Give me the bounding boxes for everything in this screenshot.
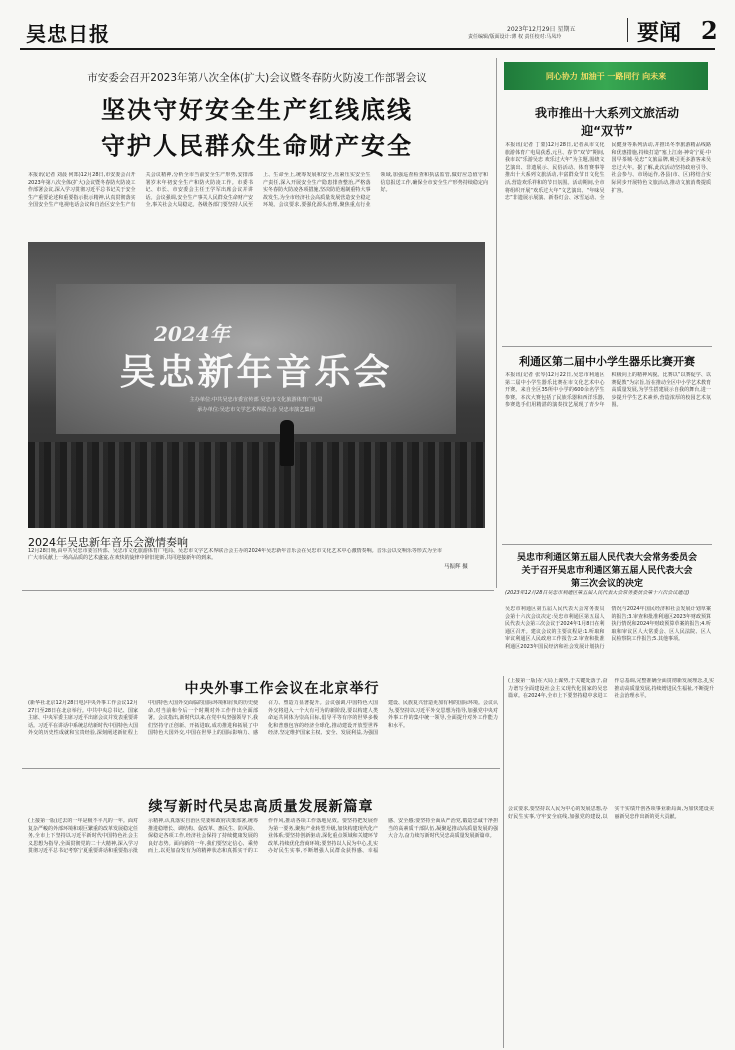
banner-text: 同心协力 加油干 一路同行 向未来 xyxy=(545,72,667,81)
screen-year: 2024年 xyxy=(154,322,230,346)
right-top-title-2: 迎“双节” xyxy=(581,124,633,138)
right-mid-title: 利通区第二届中小学生器乐比赛开赛 xyxy=(519,355,695,368)
newspaper-logo: 吴忠日报 xyxy=(26,22,110,46)
masthead xyxy=(0,0,735,48)
right-top-body: 本报讯(记者 丁蒙)12月28日,记者从市文化旅游体育广电局获悉,元旦、春节“双节”期间,我市以“乐游吴忠 欢乐过大年”为主题,围绕文艺演出、非遗展示、民俗活动、体育赛事等推出十大系列文旅活动,丰富群众节日文化生活,营造欢乐祥和的节日氛围。活动期间,全市将组织开展“欢乐过大年”文艺演出、“年味吴忠”非遗展示展演、新春灯会、冰雪运动、全民健身等系列活动,并推出冬季旅游精品线路和优惠措施,持续打造“塞上江南·神奇宁夏·中国早茶城·吴忠”文旅品牌,吸引更多游客来吴忠过大年。据了解,此次活动坚持政府引导、社会参与、市场运作,各县(市、区)将结合实际同步开展特色文旅活动,推动文旅消费提质扩容。 xyxy=(505,142,711,202)
concert-photo xyxy=(28,242,485,528)
lead-headline-1: 坚决守好安全生产红线底线 xyxy=(101,96,413,124)
photo-caption-body: 12月28日晚,由中共吴忠市委宣传部、吴忠市文化旅游体育广电局、吴忠市文学艺术界联合会主办的2024年吴忠新年音乐会在吴忠市文化艺术中心激情奏响。音乐会以交响乐等形式为全市广大市民献上一场高品质的艺术盛宴,在欢快的旋律中辞旧迎新,共同迎接新年的到来。 xyxy=(28,548,442,562)
photographer-credit: 马振辉 摄 xyxy=(444,564,468,570)
right-low-body: 吴忠市利通区第五届人民代表大会常务委员会第十六次会议决定:吴忠市利通区第五届人民代表大会第三次会议于2024年1月8日在利通区召开。建议会议的主要议程是:1.听取和审议利通区人民政府工作报告;2.审查和批准利通区2023年国民经济和社会发展计划执行情况与2024年国民经济和社会发展计划草案的报告;3.审查和批准利通区2023年财政预算执行情况和2024年财政预算草案的报告;4.听取和审议区人大常委会、区人民法院、区人民检察院工作报告;5.其他事项。 xyxy=(505,606,711,650)
right-mid-body: 本报讯(记者 张琴)12月22日,吴忠市利通区第二届中小学生器乐比赛在市文化艺术中心开赛。来自全区35所中小学的600余名学生参赛。本次大赛包括了民族乐器和西洋乐器,参赛选手们用精湛的演奏技艺展现了青少年积极向上的精神风貌。比赛以“以赛促学、以赛促教”为宗旨,旨在推动全区中小学艺术教育高质量发展,为学生搭建展示自我的舞台,进一步提升学生艺术素养,营造浓厚的校园艺术氛围。 xyxy=(505,372,711,409)
right-divider-2 xyxy=(502,544,712,545)
festival-banner xyxy=(504,62,708,90)
screen-title: 吴忠新年音乐会 xyxy=(119,351,393,393)
orchestra-silhouette xyxy=(28,442,485,528)
divider xyxy=(627,18,628,42)
masthead-rule xyxy=(20,48,715,50)
conference-title: 中央外事工作会议在北京举行 xyxy=(184,681,380,697)
stage-screen xyxy=(56,284,456,434)
lead-headline-2: 守护人民群众生命财产安全 xyxy=(101,132,413,160)
editor-line: 责任编辑/版面设计:薄 权 责任校对:马凤玲 xyxy=(468,34,562,40)
bottom-body: (上接第一版)过去的一年是极不平凡的一年。面对复杂严峻的外部环境和艰巨繁重的改革发展稳定任务,全市上下坚持以习近平新时代中国特色社会主义思想为指导,全面贯彻党的二十大精神,深入学习贯彻习近平总书记考察宁夏重要讲话和重要指示批示精神,认真落实自治区党委和政府决策部署,统筹推进稳增长、调结构、促改革、惠民生、防风险、保稳定各项工作,经济社会保持了持续健康发展的良好态势。面向新的一年,我们要坚定信心、乘势而上,以更加奋发有为的精神状态和真抓实干的工作作风,推动各项工作落地见效。要坚持把发展作为第一要务,聚焦产业转型升级,加快构建现代化产业体系;要坚持创新驱动,深化重点领域和关键环节改革,持续优化营商环境;要坚持以人民为中心,扎实办好民生实事,不断增强人民群众获得感、幸福感、安全感;要坚持全面从严治党,锻造忠诚干净担当的高素质干部队伍,凝聚起推动高质量发展的强大合力,奋力续写新时代吴忠高质量发展新篇章。 xyxy=(28,818,498,855)
conference-column-rule xyxy=(503,676,504,1048)
date-line: 2023年12月29日 星期五 xyxy=(507,26,576,33)
right-low-title-2: 关于召开吴忠市利通区第五届人民代表大会 xyxy=(521,566,693,576)
lead-body: 本报讯(记者 刘晨 何郑)12月28日,市安委会召开2023年第八次全体(扩大)会议暨冬春防火防凌工作部署会议,深入学习贯彻习近平总书记关于安全生产重要论述和重要指示批示精神,认真贯彻落实全国安全生产电视电话会议和自治区安全生产有关会议精神,分析全市当前安全生产形势,安排部署岁末年初安全生产和防火防凌工作。市委书记、市长、市安委会主任王学军出席会议并讲话。会议强调,安全生产事关人民群众生命财产安全,事关社会大局稳定。各级各部门要坚持人民至上、生命至上,统筹发展和安全,压紧压实安全生产责任,深入开展安全生产隐患排查整治,严格落实冬春防火防凌各项措施,坚决防范遏制重特大事故发生,为全市经济社会高质量发展营造安全稳定环境。会议要求,要强化源头治理,聚焦重点行业领域,加强巡查检查和执法监管,做好应急值守和信息报送工作,确保全市安全生产形势持续稳定向好。 xyxy=(28,172,488,209)
right-low-title-1: 吴忠市利通区第五届人民代表大会常务委员会 xyxy=(516,553,697,563)
conference-divider xyxy=(22,768,500,769)
screen-subtitle-2: 承办单位:吴忠市文学艺术界联合会 吴忠市演艺集团 xyxy=(197,407,315,413)
continued-body-1: (上接第一版)在大局上谋势,于关键处落子,奋力谱写全面建设社会主义现代化国家的吴忠篇章。在2024年,全市上下要坚持稳中求进工作总基调,完整准确全面贯彻新发展理念,扎实推动高质量发展,持续增进民生福祉,不断提升社会治理水平。 xyxy=(508,678,714,700)
continued-body-2: 会议要求,要坚持以人民为中心的发展思想,办好民生实事,守牢安全底线,加强党的建设,以实干实绩开创各项事业新局面,为加快建设美丽新吴忠作出新的更大贡献。 xyxy=(508,806,714,820)
screen-subtitle-1: 主办单位:中共吴忠市委宣传部 吴忠市文化旅游体育广电局 xyxy=(189,397,323,403)
section-title: 要闻 xyxy=(637,21,682,46)
right-top-title-1: 我市推出十大系列文旅活动 xyxy=(534,106,679,120)
right-divider-1 xyxy=(502,346,712,347)
lead-kicker: 市安委会召开2023年第八次全体(扩大)会议暨冬春防火防凌工作部署会议 xyxy=(87,72,427,84)
page-number: 2 xyxy=(701,16,718,45)
section-divider xyxy=(22,590,494,591)
photo-caption-title: 2024年吴忠新年音乐会激情奏响 xyxy=(28,536,188,549)
column-rule xyxy=(496,58,497,588)
right-low-title-3: 第三次会议的决定 xyxy=(570,579,643,589)
conference-body: (新华社北京12月28日电)中央外事工作会议12月27日至28日在北京举行。中共中央总书记、国家主席、中央军委主席习近平出席会议并发表重要讲话。习近平在讲话中系统总结新时代中国特色大国外交的历史性成就和宝贵经验,深刻阐述新征程上中国特色大国外交面临的国际环境和肩负的历史使命,对当前和今后一个时期对外工作作出全面部署。会议指出,新时代以来,在党中央坚强领导下,我们坚持守正创新、开拓进取,成功推进和拓展了中国特色大国外交,中国在世界上的国际影响力、感召力、塑造力显著提升。会议强调,中国特色大国外交将进入一个大有可为的新阶段,要以构建人类命运共同体为崇高目标,倡导平等有序的世界多极化和普惠包容的经济全球化,推动建设开放型世界经济,坚定维护国家主权、安全、发展利益,为强国建设、民族复兴营造更加有利的国际环境。会议认为,要坚持以习近平外交思想为指导,加强党中央对外事工作的集中统一领导,全面提升对外工作能力和水平。 xyxy=(28,700,498,737)
bottom-title: 续写新时代吴忠高质量发展新篇章 xyxy=(148,799,374,815)
right-low-note: (2023年12月28日吴忠市利通区第五届人民代表大会常务委员会第十六次会议通过) xyxy=(505,590,690,596)
conductor-silhouette xyxy=(280,420,294,466)
